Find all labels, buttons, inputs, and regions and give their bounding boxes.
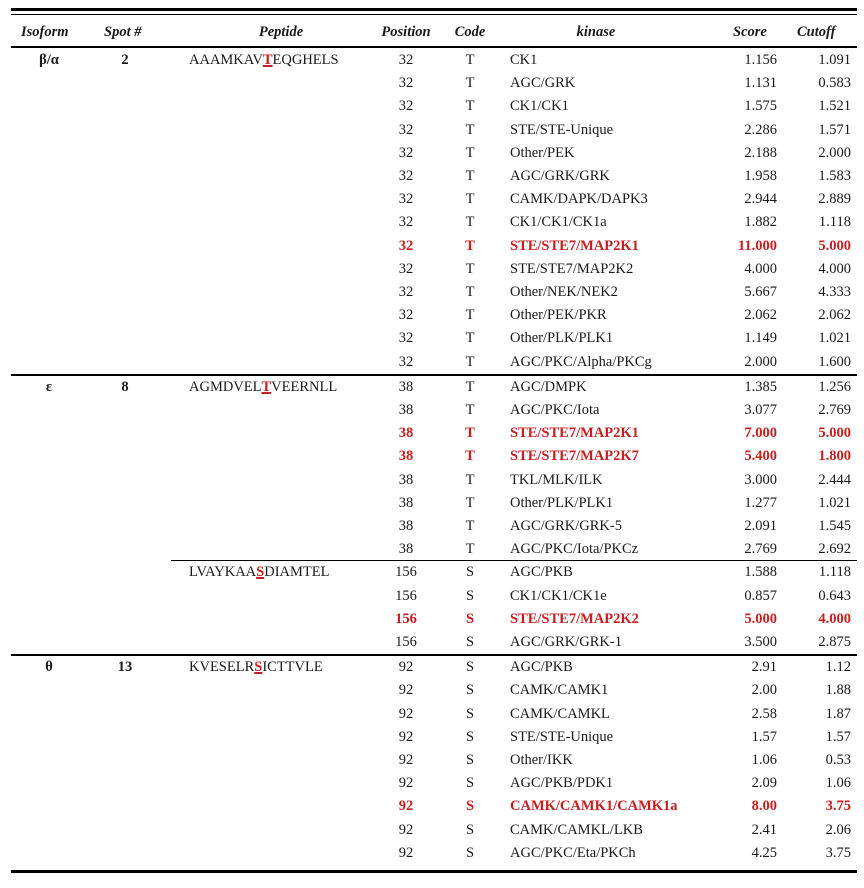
- code-cell: S: [465, 587, 475, 604]
- position-cell: 32: [398, 307, 414, 324]
- kinase-cell: STE/STE7/MAP2K7: [510, 448, 639, 465]
- score-cell: 4.25: [751, 844, 777, 861]
- code-cell: S: [465, 775, 475, 792]
- code-cell: S: [465, 752, 475, 768]
- position-cell: 32: [398, 330, 414, 347]
- score-cell: 0.857: [744, 587, 777, 604]
- kinase-cell: AGC/PKC/Iota: [510, 402, 600, 418]
- code-cell: T: [465, 284, 475, 300]
- peptide-cell: [189, 561, 329, 584]
- position-cell: 32: [398, 214, 414, 231]
- kinase-cell: CAMK/CAMK1/CAMK1a: [510, 798, 678, 815]
- code-cell: T: [465, 494, 475, 511]
- cutoff-cell: 1.57: [825, 728, 851, 745]
- kinase-cell: STE/STE7/MAP2K2: [510, 260, 634, 277]
- position-cell: 32: [398, 75, 414, 92]
- peptide-suffix: VEERNLL: [271, 378, 338, 395]
- score-cell: 5.667: [744, 284, 777, 300]
- top-rule: [11, 8, 857, 11]
- kinase-cell: CAMK/CAMK1: [510, 682, 609, 699]
- kinase-cell: STE/STE7/MAP2K2: [510, 610, 639, 627]
- score-cell: 5.000: [744, 610, 777, 627]
- bottom-rule: [11, 870, 857, 873]
- cutoff-cell: 4.333: [818, 284, 851, 300]
- position-cell: 92: [398, 752, 414, 768]
- kinase-cell: CK1/CK1/CK1e: [510, 587, 607, 604]
- position-cell: 38: [398, 425, 414, 442]
- phospho-residue: T: [261, 378, 272, 395]
- cutoff-cell: 1.88: [825, 682, 851, 699]
- cutoff-cell: 0.53: [825, 752, 851, 768]
- peptide-cell: [189, 49, 339, 72]
- code-cell: S: [465, 705, 475, 722]
- code-cell: T: [465, 191, 475, 208]
- score-cell: 2.944: [744, 191, 777, 208]
- score-cell: 4.000: [744, 260, 777, 277]
- position-cell: 92: [398, 775, 414, 792]
- position-cell: 38: [398, 448, 414, 465]
- cutoff-cell: 2.06: [825, 821, 851, 838]
- position-cell: 38: [398, 402, 414, 418]
- score-cell: 1.57: [751, 728, 777, 745]
- peptide-prefix: KVESELR: [189, 659, 255, 676]
- cutoff-cell: 4.000: [818, 260, 851, 277]
- position-cell: 32: [398, 237, 414, 254]
- kinase-cell: AGC/PKC/Alpha/PKCg: [510, 353, 652, 370]
- score-cell: 2.091: [744, 518, 777, 534]
- code-cell: T: [465, 471, 475, 488]
- isoform-cell: β/α: [39, 52, 59, 68]
- cutoff-cell: 1.021: [818, 494, 851, 511]
- score-cell: 2.00: [751, 682, 777, 699]
- header-peptide: Peptide: [258, 24, 304, 40]
- score-cell: 2.286: [744, 121, 777, 138]
- kinase-cell: Other/PEK/PKR: [510, 307, 607, 324]
- kinase-cell: AGC/GRK: [510, 75, 576, 92]
- code-cell: T: [465, 260, 475, 277]
- position-cell: 32: [398, 121, 414, 138]
- kinase-cell: AGC/GRK/GRK-1: [510, 634, 622, 650]
- score-cell: 2.91: [751, 659, 777, 676]
- cutoff-cell: 2.062: [818, 307, 851, 324]
- position-cell: 92: [398, 728, 414, 745]
- code-cell: S: [465, 634, 475, 650]
- code-cell: T: [465, 353, 475, 370]
- cutoff-cell: 2.444: [818, 471, 851, 488]
- kinase-cell: AGC/GRK/GRK: [510, 168, 610, 184]
- code-cell: T: [465, 448, 475, 465]
- spot-cell: 2: [121, 52, 129, 68]
- position-cell: 92: [398, 798, 414, 815]
- isoform-cell: ε: [45, 378, 53, 395]
- position-cell: 32: [398, 353, 414, 370]
- kinase-cell: CAMK/DAPK/DAPK3: [510, 191, 648, 208]
- code-cell: S: [465, 798, 475, 815]
- position-cell: 32: [398, 144, 414, 161]
- score-cell: 1.156: [744, 52, 777, 68]
- kinase-cell: AGC/PKC/Iota/PKCz: [510, 541, 639, 558]
- kinase-cell: Other/PEK: [510, 144, 575, 161]
- cutoff-cell: 1.571: [818, 121, 851, 138]
- code-cell: T: [465, 214, 475, 231]
- spot-cell: 13: [117, 659, 133, 676]
- score-cell: 2.769: [744, 541, 777, 558]
- peptide-suffix: DIAMTEL: [264, 564, 330, 581]
- cutoff-cell: 3.75: [825, 798, 851, 815]
- kinase-cell: CK1/CK1/CK1a: [510, 214, 607, 231]
- position-cell: 32: [398, 260, 414, 277]
- phospho-residue: T: [262, 52, 273, 68]
- score-cell: 2.062: [744, 307, 777, 324]
- position-cell: 32: [398, 168, 414, 184]
- header-position: Position: [381, 24, 431, 40]
- peptide-suffix: EQGHELS: [272, 52, 339, 68]
- kinase-cell: STE/STE7/MAP2K1: [510, 237, 639, 254]
- cutoff-cell: 1.800: [818, 448, 851, 465]
- cutoff-cell: 0.583: [818, 75, 851, 92]
- code-cell: T: [465, 307, 475, 324]
- score-cell: 2.58: [751, 705, 777, 722]
- kinase-cell: CAMK/CAMKL: [510, 705, 610, 722]
- code-cell: T: [465, 168, 475, 184]
- position-cell: 38: [398, 471, 414, 488]
- position-cell: 156: [395, 610, 417, 627]
- kinase-cell: AGC/PKC/Eta/PKCh: [510, 844, 636, 861]
- position-cell: 38: [398, 541, 414, 558]
- kinase-cell: CAMK/CAMKL/LKB: [510, 821, 643, 838]
- code-cell: T: [465, 52, 475, 68]
- code-cell: T: [465, 237, 475, 254]
- cutoff-cell: 1.118: [818, 214, 851, 231]
- isoform-cell: θ: [45, 659, 53, 676]
- score-cell: 2.09: [751, 775, 777, 792]
- score-cell: 5.400: [744, 448, 777, 465]
- code-cell: T: [465, 518, 475, 534]
- header-cutoff: Cutoff: [797, 24, 836, 40]
- score-cell: 1.131: [744, 75, 777, 92]
- peptide-suffix: ICTTVLE: [262, 659, 323, 676]
- score-cell: 2.41: [751, 821, 777, 838]
- score-cell: 1.958: [744, 168, 777, 184]
- score-cell: 1.882: [744, 214, 777, 231]
- kinase-cell: AGC/PKB: [510, 659, 573, 676]
- cutoff-cell: 1.545: [818, 518, 851, 534]
- kinase-cell: Other/IKK: [510, 752, 573, 768]
- score-cell: 3.000: [744, 471, 777, 488]
- cutoff-cell: 1.87: [825, 705, 851, 722]
- kinase-cell: Other/NEK/NEK2: [510, 284, 618, 300]
- cutoff-cell: 1.021: [818, 330, 851, 347]
- cutoff-cell: 2.769: [818, 402, 851, 418]
- header-code: Code: [454, 24, 486, 40]
- score-cell: 1.149: [744, 330, 777, 347]
- position-cell: 38: [398, 518, 414, 534]
- cutoff-cell: 1.12: [825, 659, 851, 676]
- score-cell: 1.385: [744, 378, 777, 395]
- position-cell: 32: [398, 284, 414, 300]
- cutoff-cell: 1.583: [818, 168, 851, 184]
- position-cell: 32: [398, 98, 414, 115]
- kinase-cell: Other/PLK/PLK1: [510, 330, 614, 347]
- peptide-cell: [189, 656, 323, 679]
- score-cell: 3.077: [744, 402, 777, 418]
- position-cell: 32: [398, 191, 414, 208]
- score-cell: 3.500: [744, 634, 777, 650]
- code-cell: S: [465, 728, 475, 745]
- header-score: Score: [733, 24, 767, 40]
- score-cell: 1.575: [744, 98, 777, 115]
- cutoff-cell: 0.643: [818, 587, 851, 604]
- cutoff-cell: 1.091: [818, 52, 851, 68]
- score-cell: 2.188: [744, 144, 777, 161]
- position-cell: 92: [398, 682, 414, 699]
- position-cell: 92: [398, 821, 414, 838]
- phospho-residue: S: [254, 659, 263, 676]
- cutoff-cell: 2.889: [818, 191, 851, 208]
- cutoff-cell: 2.692: [818, 541, 851, 558]
- header-bottom-rule: [11, 46, 857, 48]
- score-cell: 11.000: [737, 237, 777, 254]
- code-cell: S: [465, 610, 475, 627]
- position-cell: 92: [398, 705, 414, 722]
- peptide-cell: [189, 376, 337, 399]
- position-cell: 32: [398, 52, 414, 68]
- score-cell: 8.00: [751, 798, 777, 815]
- code-cell: T: [465, 425, 475, 442]
- cutoff-cell: 3.75: [825, 844, 851, 861]
- kinase-cell: AGC/PKB/PDK1: [510, 775, 614, 792]
- code-cell: S: [465, 659, 475, 676]
- code-cell: S: [465, 844, 475, 861]
- position-cell: 38: [398, 378, 414, 395]
- kinase-cell: STE/STE-Unique: [510, 121, 614, 138]
- score-cell: 1.588: [744, 564, 777, 581]
- code-cell: T: [465, 144, 475, 161]
- code-cell: T: [465, 330, 475, 347]
- peptide-prefix: AGMDVEL: [189, 378, 262, 395]
- code-cell: T: [465, 541, 475, 558]
- phospho-residue: S: [256, 564, 265, 581]
- kinase-cell: STE/STE7/MAP2K1: [510, 425, 639, 442]
- cutoff-cell: 2.875: [818, 634, 851, 650]
- peptide-prefix: AAAMKAV: [189, 52, 263, 68]
- peptide-prefix: LVAYKAA: [189, 564, 257, 581]
- code-cell: S: [465, 821, 475, 838]
- header-isoform: Isoform: [21, 24, 69, 40]
- kinase-cell: CK1: [510, 52, 538, 68]
- position-cell: 156: [395, 634, 417, 650]
- score-cell: 1.277: [744, 494, 777, 511]
- score-cell: 2.000: [744, 353, 777, 370]
- position-cell: 156: [395, 587, 417, 604]
- code-cell: T: [465, 98, 475, 115]
- position-cell: 156: [395, 564, 417, 581]
- cutoff-cell: 1.600: [818, 353, 851, 370]
- header-top-rule: [11, 14, 857, 15]
- cutoff-cell: 1.06: [825, 775, 851, 792]
- cutoff-cell: 1.118: [818, 564, 851, 581]
- score-cell: 1.06: [751, 752, 777, 768]
- code-cell: T: [465, 402, 475, 418]
- kinase-cell: STE/STE-Unique: [510, 728, 614, 745]
- cutoff-cell: 4.000: [818, 610, 851, 627]
- cutoff-cell: 2.000: [818, 144, 851, 161]
- spot-cell: 8: [121, 378, 129, 395]
- code-cell: T: [465, 378, 475, 395]
- code-cell: S: [465, 682, 475, 699]
- header-spot: Spot #: [104, 24, 142, 40]
- cutoff-cell: 5.000: [818, 425, 851, 442]
- position-cell: 92: [398, 844, 414, 861]
- score-cell: 7.000: [744, 425, 777, 442]
- position-cell: 92: [398, 659, 414, 676]
- position-cell: 38: [398, 494, 414, 511]
- code-cell: S: [465, 564, 475, 581]
- code-cell: T: [465, 121, 475, 138]
- cutoff-cell: 1.256: [818, 378, 851, 395]
- kinase-cell: AGC/PKB: [510, 564, 573, 581]
- kinase-cell: CK1/CK1: [510, 98, 569, 115]
- cutoff-cell: 5.000: [818, 237, 851, 254]
- kinase-cell: TKL/MLK/ILK: [510, 471, 603, 488]
- cutoff-cell: 1.521: [818, 98, 851, 115]
- header-kinase: kinase: [576, 24, 616, 40]
- kinase-cell: Other/PLK/PLK1: [510, 494, 614, 511]
- kinase-cell: AGC/GRK/GRK-5: [510, 518, 622, 534]
- code-cell: T: [465, 75, 475, 92]
- kinase-cell: AGC/DMPK: [510, 378, 587, 395]
